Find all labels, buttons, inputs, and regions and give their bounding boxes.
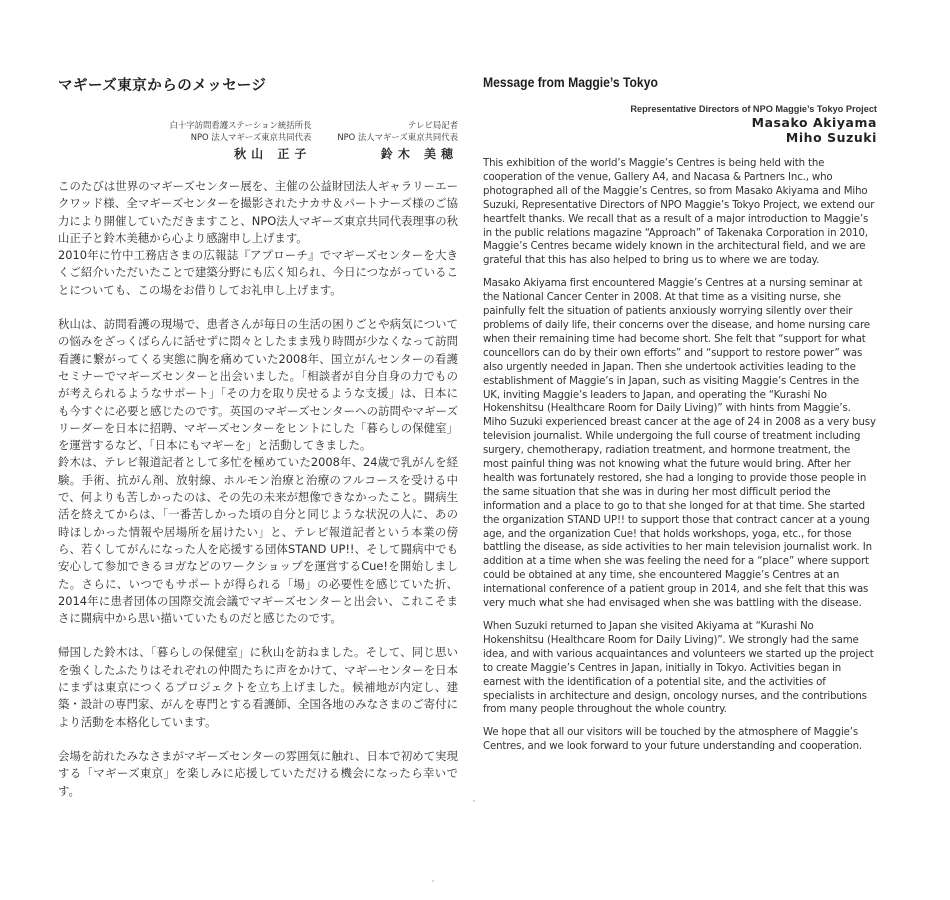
author-role: NPO 法人マギーズ東京共同代表 (337, 132, 458, 142)
author-role: テレビ局記者 (407, 120, 458, 130)
author-name: 鈴木 美穂 (380, 147, 458, 161)
author-role: 白十字訪問看護ステーション統括所長 (169, 120, 312, 130)
representative-line: Representative Directors of NPO Maggie’s Tokyo Project (630, 104, 877, 114)
japanese-paragraph: 鈴木は、テレビ報道記者として多忙を極めていた2008年、24歳で乳がんを経験。手術、抗がん剤、放射線、ホルモン治療と治療のフルコースを受ける中で、何よりも苦しかったのは、その先の未来が想像できなかったこと。闘病生活を終えてからは、「一番苦しかった頃の自分と同じような状況の人に、あの時ほしかった情報や居場所を届けたい」と、テレビ報道記者という本業の傍ら、若くしてがんになった人を応援する団体STAND UP!!、そして闘病中でも安心して参加できるヨガなどのワークショップを運営するCue!を開始しました。さらに、いつでもサポートが得られる「場」の必要性を感じていた折、2014年に患者団体の国際交流会議でマギーズセンターと出会い、これこそまさに闘病中から思い描いていたものだと感じたのです。 (58, 455, 458, 626)
paper-speck (473, 800, 475, 802)
japanese-paragraph: 秋山は、訪問看護の現場で、患者さんが毎日の生活の困りごとや病気についての悩みをざっくばらんに話せずに悶々としたまま残り時間が少なくなって訪問看護に繋がってくる実態に胸を痛めていた2008年、国立がんセンターの看護セミナーでマギーズセンターと出会いました。「相談者が自分自身の力でものが考えられるようなサポート」「その力を取り戻せるような支援」は、日本にも今すぐに必要と感じたのです。英国のマギーズセンターへの訪問やマギーズリーダーを日本に招聘、マギーズセンターをヒントにした「暮らしの保健室」を運営するなど、「日本にもマギーを」と活動してきました。 (58, 317, 458, 453)
english-paragraph: Masako Akiyama first encountered Maggie’s Centres at a nursing seminar at the National Cancer Center in 2008. At that time as a visiting nurse, she painfully felt the situation of patients anxiously worrying silently over their problems of daily life, their concerns over the disease, and home nursing care when their remaining time had become short. She felt that “support for what councellors can do by their own efforts” and “support to restore power” was also urgently needed in Japan. Then she undertook activities leading to the establishment of Maggie’s in Japan, such as visiting Maggie’s Centres in the UK, inviting Maggie’s leaders to Japan, and operating the “Kurashi No Hokenshitsu (Healthcare Room for Daily Living)” with hints from Maggie’s. Miho Suzuki experienced breast cancer at the age of 24 in 2008 as a very busy television journalist. While undergoing the full course of treatment including surgery, chemotherapy, radiation treatment, and hormone treatment, the most painful thing was not knowing what the future would bring. After her health was fortunately restored, she had a longing to provide those people in the same situation that she was in during her most difficult period the information and a place to go to that she longed for at that time. She started the organization STAND UP!! to support those that contract cancer at a young age, and the organization Cue! that holds workshops, yoga, etc., for those battling the disease, as side activities to her main television journalist work. In addition at a time when she was feeling the need for a “place” where support could be obtained at any time, she encountered Maggie’s Centres at an international conference of a patient group in 2014, and she felt that this was very much what she had envisaged when she was battling with the disease. (483, 278, 876, 610)
japanese-paragraph: 2010年に竹中工務店さまの広報誌『アプローチ』でマギーズセンターを大きくご紹介いただいたことで建築分野にも広く知られ、今日につながっていることについても、この場をお借りしてお礼申し上げます。 (58, 248, 458, 297)
english-message (483, 75, 877, 763)
japanese-message (58, 74, 458, 800)
japanese-paragraph: 帰国した鈴木は、「暮らしの保健室」に秋山を訪ねました。そして、同じ思いを強くしたふたりはそれぞれの仲間たちに声をかけて、マギーセンターを日本にまずは東京につくるプロジェクトを立ち上げました。候補地が内定し、建築・設計の専門家、がんを専門とする看護師、全国各地のみなさまのご寄付により活動を本格化しています。 (58, 645, 458, 729)
japanese-paragraph: 会場を訪れたみなさまがマギーズセンターの雰囲気に触れ、日本で初めて実現する「マギーズ東京」を楽しみに応援していただける機会になったら幸いです。 (58, 748, 458, 798)
japanese-body (58, 178, 458, 800)
english-paragraph: When Suzuki returned to Japan she visited Akiyama at “Kurashi No Hokenshitsu (Healthcare Room for Daily Living)”. We strongly had the same idea, and with various acquaintances and volunteers we started up the project to create Maggie’s Centres in Japan, initially in Tokyo. Activities began in earnest with the identification of a potential site, and the activities of specialists in architecture and design, oncology nurses, and the contributions from many people throughout the whole country. (483, 621, 874, 716)
representative-name: Miho Suzuki (785, 130, 877, 145)
author-name: 秋山 正子 (234, 147, 312, 161)
author-role: NPO 法人マギーズ東京共同代表 (190, 132, 312, 142)
english-paragraph: We hope that all our visitors will be touched by the atmosphere of Maggie’s Centres, and we look forward to your future understanding and cooperation. (483, 727, 862, 753)
english-title: Message from Maggie’s Tokyo (483, 75, 658, 90)
english-paragraph: This exhibition of the world’s Maggie’s Centres is being held with the cooperation of the venue, Gallery A4, and Nacasa & Partners Inc., who photographed all of the Maggie’s Centres, so from Masako Akiyama and Miho Suzuki, Representative Directors of NPO Maggie’s Tokyo Project, we extend our heartfelt thanks. We recall that as a result of a major introduction to Maggie’s in the public relations magazine “Approach” of Takenaka Corporation in 2010, Maggie’s Centres became widely known in the architectural field, and we are grateful that this has also helped to bring us to where we are today. (483, 158, 875, 267)
paper-speck (432, 880, 434, 882)
representative-name: Masako Akiyama (751, 115, 877, 130)
author-suzuki (337, 119, 458, 162)
japanese-paragraph: このたびは世界のマギーズセンター展を、主催の公益財団法人ギャラリーエークワッド様、全マギーズセンターを撮影されたナカサ＆パートナーズ様のご協力により開催していただきますこと、NPO法人マギーズ東京共同代表理事の秋山正子と鈴木美穂から心より感謝申し上げます。 (58, 179, 458, 245)
author-akiyama (169, 119, 311, 162)
english-body (483, 157, 877, 754)
japanese-title: マギーズ東京からのメッセージ (58, 78, 267, 94)
japanese-authors (58, 119, 458, 162)
